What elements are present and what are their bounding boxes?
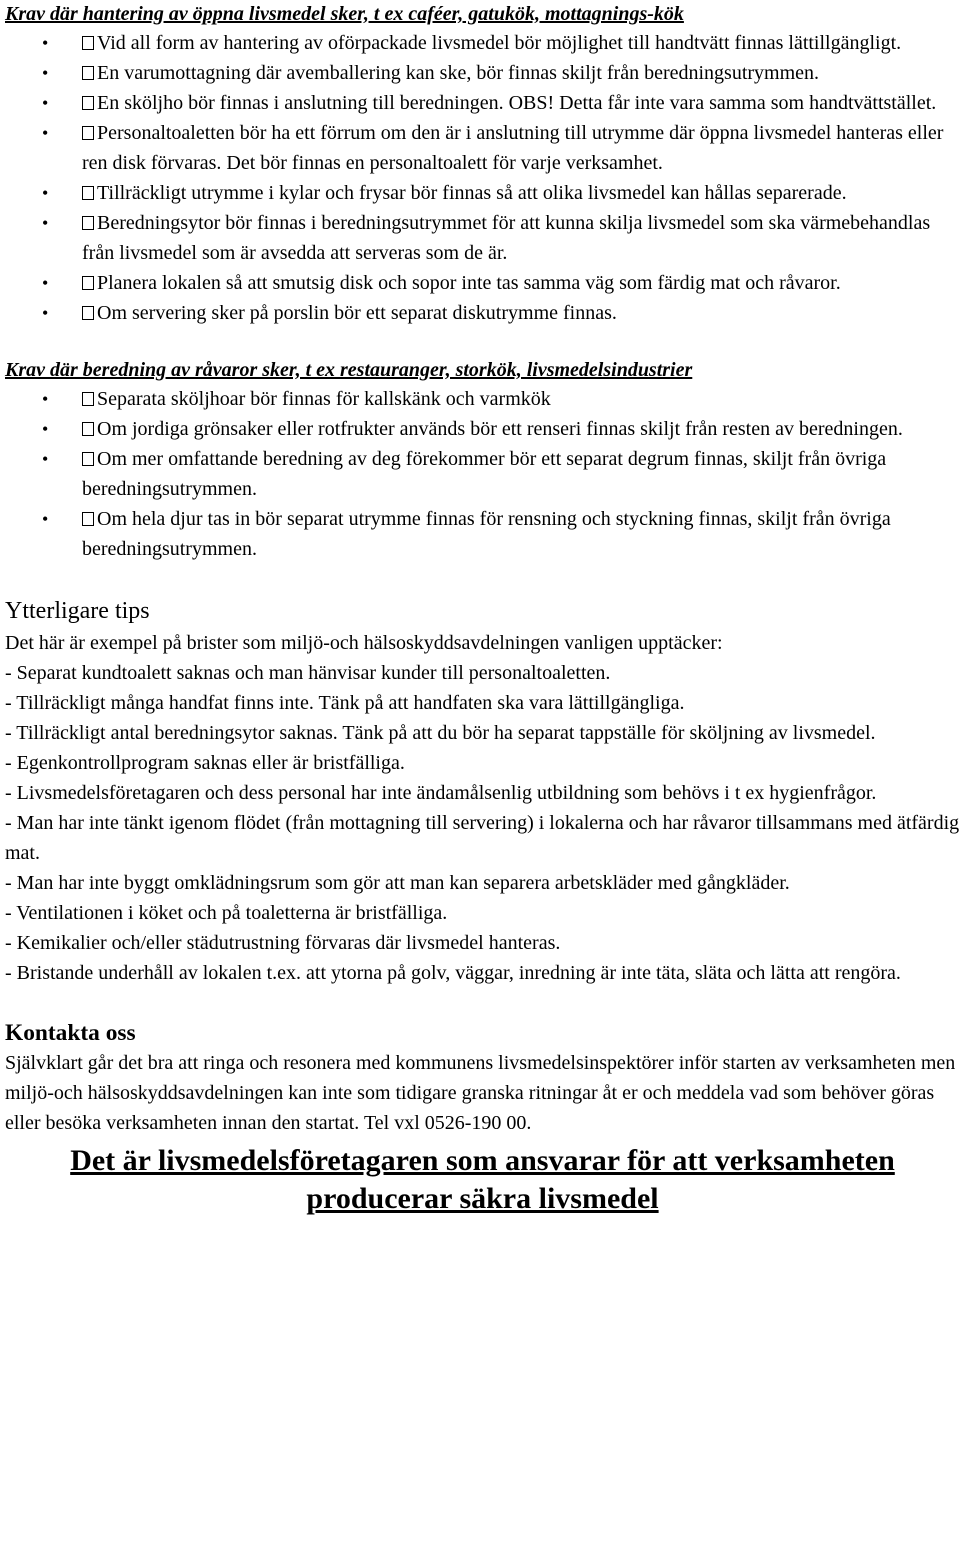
bullet-icon: •	[42, 389, 49, 409]
list-item: - Kemikalier och/eller städutrustning förvaras där livsmedel hanteras.	[5, 932, 561, 954]
missing-glyph-icon	[82, 276, 94, 290]
bullet-icon: •	[42, 33, 49, 53]
list-item: • Beredningsytor bör finnas i beredningsutrymmet för att kunna skilja livsmedel som ska värmebehandlas från livsmedel som är avsedda att serveras som de är.	[5, 208, 960, 268]
missing-glyph-icon	[82, 452, 94, 466]
bullet-icon: •	[42, 303, 49, 323]
missing-glyph-icon	[82, 392, 94, 406]
contact-text: Självklart går det bra att ringa och resonera med kommunens livsmedelsinspektörer inför starten av verksamheten men miljö-och hälsoskyddsavdelningen kan inte som tidigare granska ritningar åt er och meddela vad som behöver göras eller besöka verksamheten innan den startat. Tel vxl 0526-190 00.	[5, 1052, 956, 1134]
list-item: - Tillräckligt antal beredningsytor saknas. Tänk på att du bör ha separat tappställe för sköljning av livsmedel.	[5, 722, 876, 744]
list-item: - Man har inte tänkt igenom flödet (från mottagning till servering) i lokalerna och har råvaror tillsammans med ätfärdig mat.	[5, 812, 960, 864]
list-item: • Om jordiga grönsaker eller rotfrukter används bör ett renseri finnas skiljt från resten av beredningen.	[5, 414, 960, 444]
list-item: • En varumottagning där avemballering kan ske, bör finnas skiljt från beredningsutrymmen.	[5, 58, 960, 88]
missing-glyph-icon	[82, 512, 94, 526]
bullet-icon: •	[42, 123, 49, 143]
list-item: - Tillräckligt många handfat finns inte. Tänk på att handfaten ska vara lättillgängliga.	[5, 692, 685, 714]
list-item: • Om hela djur tas in bör separat utrymme finnas för rensning och styckning finnas, skiljt från övriga beredningsutrymmen.	[5, 504, 960, 564]
list-item: - Livsmedelsföretagaren och dess personal har inte ändamålsenlig utbildning som behövs i t ex hygienfrågor.	[5, 782, 877, 804]
tips-heading: Ytterligare tips	[5, 598, 150, 624]
bullet-icon: •	[42, 419, 49, 439]
list-item: • Planera lokalen så att smutsig disk och sopor inte tas samma väg som färdig mat och råvaror.	[5, 268, 960, 298]
list-item: • Tillräckligt utrymme i kylar och frysar bör finnas så att olika livsmedel kan hållas separerade.	[5, 178, 960, 208]
missing-glyph-icon	[82, 36, 94, 50]
section-heading-open-food: Krav där hantering av öppna livsmedel sker, t ex caféer, gatukök, mottagnings-kök	[5, 3, 684, 25]
contact-section	[5, 1048, 960, 1138]
bullet-icon: •	[42, 449, 49, 469]
missing-glyph-icon	[82, 216, 94, 230]
bullet-icon: •	[42, 213, 49, 233]
list-item: - Separat kundtoalett saknas och man hänvisar kunder till personaltoaletten.	[5, 662, 611, 684]
bullet-icon: •	[42, 63, 49, 83]
missing-glyph-icon	[82, 126, 94, 140]
requirements-list-raw-food	[5, 384, 960, 564]
list-item: • Om mer omfattande beredning av deg förekommer bör ett separat degrum finnas, skiljt från övriga beredningsutrymmen.	[5, 444, 960, 504]
list-item: • Separata sköljhoar bör finnas för kallskänk och varmkök	[5, 384, 960, 414]
section-heading-raw-food: Krav där beredning av råvaror sker, t ex restauranger, storkök, livsmedelsindustrier	[5, 359, 693, 381]
tips-intro: Det här är exempel på brister som miljö-och hälsoskyddsavdelningen vanligen upptäcker:	[5, 632, 723, 654]
missing-glyph-icon	[82, 96, 94, 110]
bullet-icon: •	[42, 183, 49, 203]
list-item: - Man har inte byggt omklädningsrum som gör att man kan separera arbetskläder med gångkläder.	[5, 872, 790, 894]
requirements-list-open-food	[5, 28, 960, 328]
missing-glyph-icon	[82, 422, 94, 436]
missing-glyph-icon	[82, 66, 94, 80]
tips-section	[5, 628, 960, 988]
contact-heading: Kontakta oss	[5, 1020, 136, 1046]
responsibility-statement: Det är livsmedelsföretagaren som ansvarar för att verksamheten producerar säkra livsmedel	[70, 1144, 895, 1215]
missing-glyph-icon	[82, 306, 94, 320]
bullet-icon: •	[42, 93, 49, 113]
list-item: • Om servering sker på porslin bör ett separat diskutrymme finnas.	[5, 298, 960, 328]
bullet-icon: •	[42, 273, 49, 293]
list-item: - Egenkontrollprogram saknas eller är bristfälliga.	[5, 752, 405, 774]
list-item: • En sköljho bör finnas i anslutning till beredningen. OBS! Detta får inte vara samma som handtvättstället.	[5, 88, 960, 118]
list-item: • Vid all form av hantering av oförpackade livsmedel bör möjlighet till handtvätt finnas lättillgängligt.	[5, 28, 960, 58]
missing-glyph-icon	[82, 186, 94, 200]
list-item: • Personaltoaletten bör ha ett förrum om den är i anslutning till utrymme där öppna livsmedel hanteras eller ren disk förvaras. Det bör finnas en personaltoalett för varje verksamhet.	[5, 118, 960, 178]
list-item: - Bristande underhåll av lokalen t.ex. att ytorna på golv, väggar, inredning är inte täta, släta och lätta att rengöra.	[5, 962, 901, 984]
list-item: - Ventilationen i köket och på toaletterna är bristfälliga.	[5, 902, 448, 924]
bullet-icon: •	[42, 509, 49, 529]
